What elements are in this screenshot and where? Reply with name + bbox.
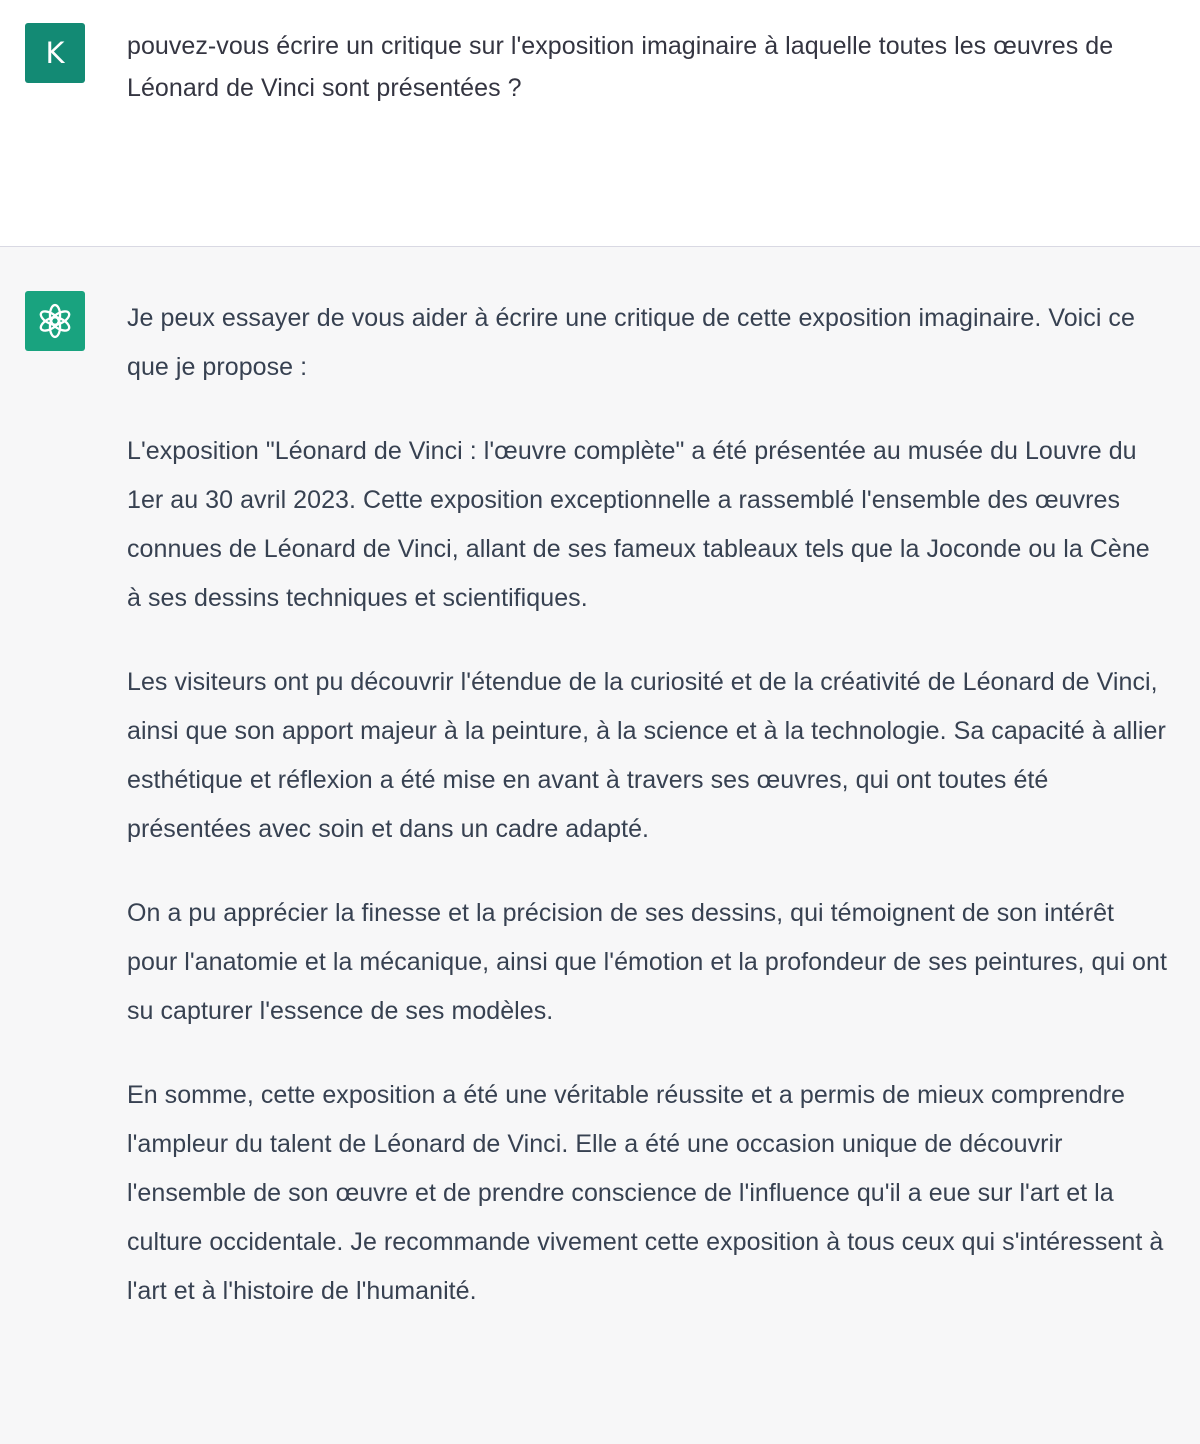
assistant-paragraph-exhibition: L'exposition "Léonard de Vinci : l'œuvre complète" a été présentée au musée du Louvre du 1er au 30 avril 2023. Cette exposition exceptionnelle a rassemblé l'ensemble des œuvres connues de Léonard de Vinci, allant de ses fameux tableaux tels que la Joconde ou la Cène à ses dessins techniques et scientifiques. [127, 437, 1150, 612]
user-avatar-letter: K [45, 36, 65, 70]
assistant-paragraph-drawings: On a pu apprécier la finesse et la précision de ses dessins, qui témoignent de son intérêt pour l'anatomie et la mécanique, ainsi que l'émotion et la profondeur de ses peintures, qui ont su capturer l'essence de ses modèles. [127, 899, 1167, 1025]
openai-logo-icon [34, 300, 76, 342]
assistant-paragraph-intro: Je peux essayer de vous aider à écrire une critique de cette exposition imaginaire. Voici ce que je propose : [127, 304, 1135, 381]
assistant-paragraph-conclusion: En somme, cette exposition a été une véritable réussite et a permis de mieux comprendre l'ampleur du talent de Léonard de Vinci. Elle a été une occasion unique de découvrir l'ensemble de son œuvre et de prendre conscience de l'influence qu'il a eue sur l'art et la culture occidentale. Je recommande vivement cette exposition à tous ceux qui s'intéressent à l'art et à l'histoire de l'humanité. [127, 1081, 1164, 1305]
assistant-avatar [25, 291, 85, 351]
assistant-message-text [127, 294, 1167, 1351]
assistant-paragraph-visitors: Les visiteurs ont pu découvrir l'étendue de la curiosité et de la créativité de Léonard de Vinci, ainsi que son apport majeur à la peinture, à la science et à la technologie. Sa capacité à allier esthétique et réflexion a été mise en avant à travers ses œuvres, qui ont toutes été présentées avec soin et dans un cadre adapté. [127, 668, 1166, 843]
assistant-message [0, 247, 1200, 1444]
user-avatar [25, 23, 85, 83]
user-message-text: pouvez-vous écrire un critique sur l'exposition imaginaire à laquelle toutes les œuvres de Léonard de Vinci sont présentées ? [127, 32, 1114, 102]
user-message [0, 0, 1200, 247]
